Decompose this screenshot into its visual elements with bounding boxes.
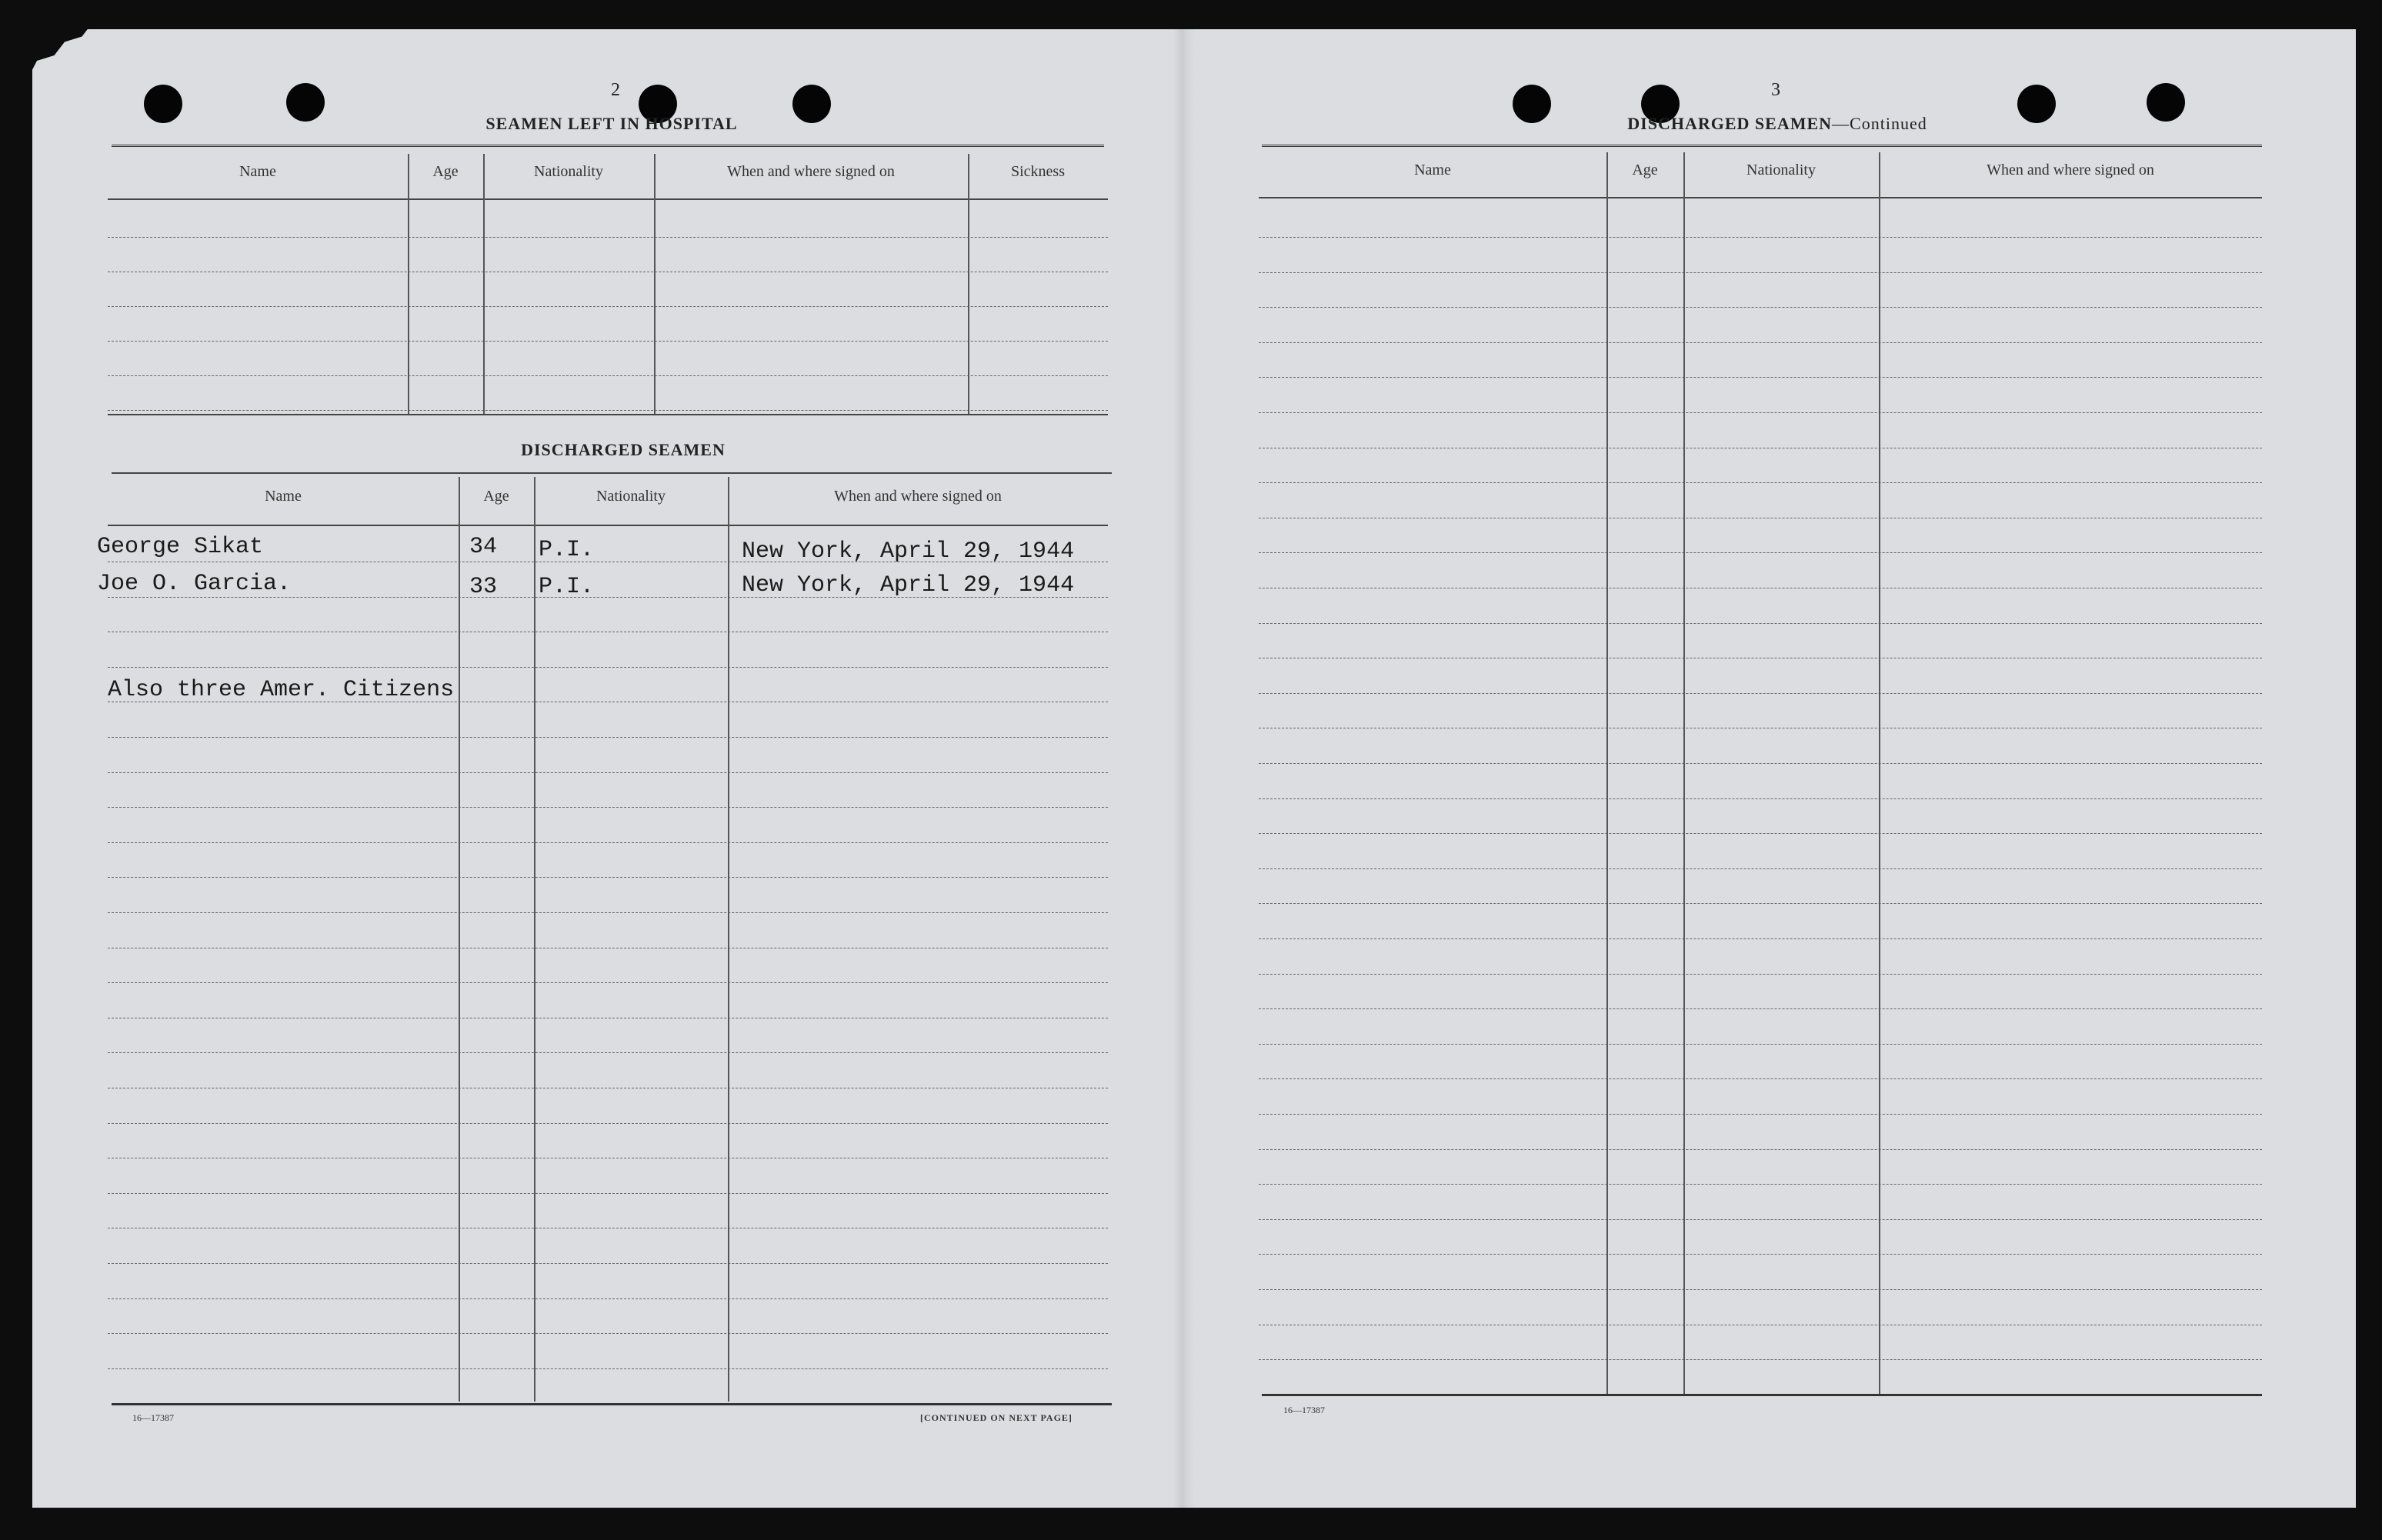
ruled-line (1259, 623, 2262, 624)
ruled-line (1259, 482, 2262, 483)
ruled-line (1259, 1149, 2262, 1150)
ruled-line (1259, 903, 2262, 904)
hospital-bottom-rule (108, 414, 1108, 415)
discharged-col-divider (534, 477, 535, 1402)
punch-hole (792, 85, 831, 123)
hospital-header-rule (108, 198, 1108, 200)
ruled-line (1259, 342, 2262, 343)
hospital-col-divider (654, 154, 656, 414)
seaman-age: 33 (469, 574, 498, 600)
hospital-col-age: Age (432, 163, 459, 180)
continued-note: [CONTINUED ON NEXT PAGE] (920, 1412, 1073, 1423)
ruled-line (1259, 1254, 2262, 1255)
right-col-signed-on: When and where signed on (1987, 162, 2154, 178)
seaman-name: George Sikat (97, 534, 264, 560)
ruled-line (108, 410, 1108, 411)
right-col-age: Age (1632, 162, 1658, 178)
ruled-line (1259, 1184, 2262, 1185)
ruled-line (108, 306, 1108, 307)
discharged-section-title: DISCHARGED SEAMEN (521, 440, 726, 459)
discharged-top-rule (112, 472, 1112, 474)
discharged-col-age: Age (483, 488, 509, 505)
ruled-line (108, 772, 1108, 773)
punch-hole (2147, 83, 2185, 122)
hospital-col-name: Name (239, 163, 276, 180)
ruled-line (108, 982, 1108, 983)
discharged-col-divider (459, 477, 460, 1402)
hospital-top-rule (112, 145, 1104, 148)
right-top-rule (1262, 145, 2262, 148)
discharged-col-divider (728, 477, 729, 1402)
ruled-line (108, 912, 1108, 913)
hospital-col-divider (483, 154, 485, 414)
ruled-line (1259, 693, 2262, 694)
ruled-line (108, 737, 1108, 738)
seaman-signed-on: New York, April 29, 1944 (742, 538, 1075, 565)
ruled-line (1259, 1289, 2262, 1290)
ruled-line (108, 1333, 1108, 1334)
ruled-line (108, 842, 1108, 843)
punch-hole (2017, 85, 2056, 123)
discharged-header-rule (108, 525, 1108, 526)
ruled-line (108, 1123, 1108, 1124)
ruled-line (1259, 237, 2262, 238)
ruled-line (108, 1052, 1108, 1053)
right-title-suffix: —Continued (1832, 114, 1927, 133)
ruled-line (1259, 1008, 2262, 1009)
ruled-line (108, 667, 1108, 668)
hospital-col-nationality: Nationality (534, 163, 603, 180)
discharged-bottom-rule (112, 1403, 1112, 1405)
seaman-name: Joe O. Garcia. (97, 571, 292, 597)
ruled-line (1259, 272, 2262, 273)
hospital-col-sickness: Sickness (1011, 163, 1065, 180)
ruled-line (1259, 1078, 2262, 1079)
ruled-line (108, 375, 1108, 376)
right-col-nationality: Nationality (1746, 162, 1816, 178)
right-header-rule (1259, 197, 2262, 198)
ruled-line (1259, 763, 2262, 764)
ruled-line (1259, 1359, 2262, 1360)
hospital-col-signed-on: When and where signed on (727, 163, 895, 180)
discharged-col-nationality: Nationality (596, 488, 666, 505)
ruled-line (108, 1298, 1108, 1299)
ruled-line (1259, 974, 2262, 975)
discharged-col-signed-on: When and where signed on (834, 488, 1002, 505)
right-bottom-rule (1262, 1394, 2262, 1396)
punch-hole (286, 83, 325, 122)
punch-hole (1513, 85, 1551, 123)
ruled-line (108, 1263, 1108, 1264)
seaman-nationality: P.I. (539, 574, 595, 600)
punch-hole (144, 85, 182, 123)
hospital-col-divider (968, 154, 969, 414)
ruled-line (1259, 798, 2262, 799)
form-number: 16—17387 (1283, 1405, 1325, 1415)
discharged-note: Also three Amer. Citizens (108, 677, 455, 703)
seaman-age: 34 (469, 534, 498, 560)
seaman-nationality: P.I. (539, 537, 595, 563)
right-title-text: DISCHARGED SEAMEN (1627, 114, 1833, 133)
right-section-title (1570, 114, 1985, 134)
ruled-line (108, 807, 1108, 808)
ruled-line (1259, 412, 2262, 413)
ruled-line (1259, 1114, 2262, 1115)
right-col-divider (1683, 152, 1685, 1394)
seaman-signed-on: New York, April 29, 1944 (742, 572, 1075, 598)
page-fold (1173, 29, 1195, 1508)
hospital-section-title: SEAMEN LEFT IN HOSPITAL (485, 114, 738, 133)
ruled-line (1259, 833, 2262, 834)
right-col-name: Name (1414, 162, 1451, 178)
right-col-divider (1606, 152, 1608, 1394)
ruled-line (108, 1368, 1108, 1369)
ruled-line (108, 237, 1108, 238)
ruled-line (1259, 1219, 2262, 1220)
ruled-line (1259, 307, 2262, 308)
page-number: 3 (1771, 80, 1780, 100)
page-number: 2 (611, 80, 620, 100)
form-number: 16—17387 (132, 1412, 174, 1423)
ruled-line (108, 877, 1108, 878)
discharged-col-name: Name (265, 488, 302, 505)
ruled-line (108, 341, 1108, 342)
ruled-line (1259, 377, 2262, 378)
right-col-divider (1879, 152, 1880, 1394)
ruled-line (1259, 868, 2262, 869)
ruled-line (1259, 1044, 2262, 1045)
hospital-col-divider (408, 154, 409, 414)
ruled-line (1259, 552, 2262, 553)
ruled-line (108, 1193, 1108, 1194)
ruled-line (1259, 938, 2262, 939)
